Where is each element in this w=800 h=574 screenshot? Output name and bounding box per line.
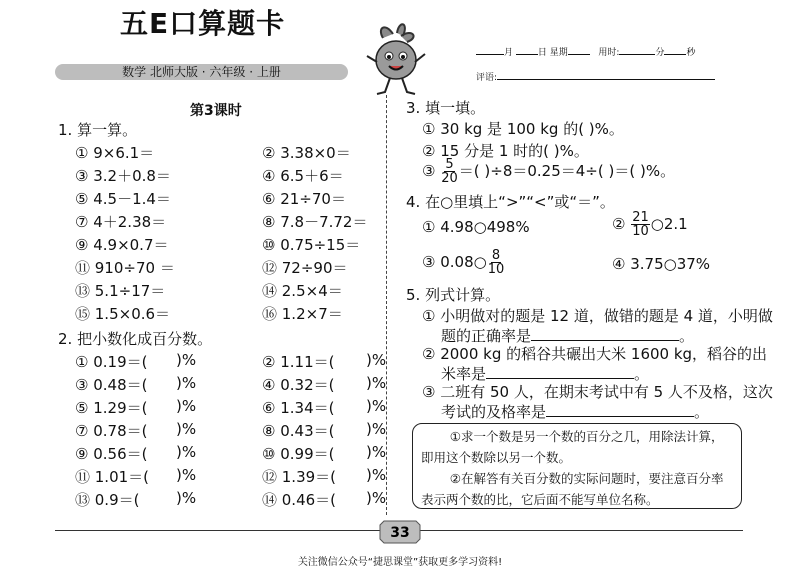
tip-paragraph: ②在解答有关百分数的实际问题时，要注意百分率表示两个数的比，它后面不能写单位名称。 <box>421 471 724 507</box>
brand-title: 五E口算题卡 <box>120 7 286 40</box>
percent-close: )% <box>176 420 197 438</box>
percent-close: )% <box>176 374 197 392</box>
compare-item: ④ 3.75○37% <box>612 255 711 273</box>
calc-item: ⑥ 21÷70＝ <box>262 190 346 208</box>
section-3-title: 3. 填一填。 <box>406 99 486 117</box>
page-number-badge <box>378 519 422 545</box>
section-4-title: 4. 在○里填上“>”“<”或“＝”。 <box>406 193 615 211</box>
fraction: $\frac{8}{10}$ <box>487 248 505 277</box>
percent-item: ⑪ 1.01＝( <box>75 468 150 486</box>
compare-item-fraction: ③ 0.08○ $\frac{8}{10}$ <box>422 248 505 277</box>
percent-close: )% <box>366 443 387 461</box>
comment-line: 评语: <box>476 70 715 83</box>
calc-item: ⑬ 5.1÷17＝ <box>75 282 166 300</box>
word-problem-answer: 米率是 。 <box>441 365 650 383</box>
percent-item: ④ 0.32＝( <box>262 376 335 394</box>
compare-item: ① 4.98○498% <box>422 218 530 236</box>
fill-item-fraction: ③ $\frac{5}{20}$ ＝( )÷8＝0.25＝4÷( )＝( )%。 <box>422 157 676 186</box>
word-problem: ② 2000 kg 的稻谷共碾出大米 1600 kg，稻谷的出 <box>422 345 768 363</box>
word-problem: ③ 二班有 50 人，在期末考试中有 5 人不及格，这次 <box>422 383 773 401</box>
percent-item: ⑧ 0.43＝( <box>262 422 335 440</box>
calc-item: ⑧ 7.8－7.72＝ <box>262 213 368 231</box>
date-line: 月 日 星期 用时: 分 秒 <box>476 45 695 58</box>
percent-item: ⑨ 0.56＝( <box>75 445 148 463</box>
calc-item: ⑤ 4.5－1.4＝ <box>75 190 171 208</box>
calc-item: ③ 3.2＋0.8＝ <box>75 167 171 185</box>
percent-item: ⑬ 0.9＝( <box>75 491 140 509</box>
subject-bar: 数学 北师大版 · 六年级 · 上册 <box>55 64 348 80</box>
word-problem-answer: 考试的及格率是 。 <box>441 403 710 421</box>
percent-item: ⑦ 0.78＝( <box>75 422 148 440</box>
percent-item: ⑫ 1.39＝( <box>262 468 337 486</box>
word-problem-answer: 题的正确率是 。 <box>441 327 695 345</box>
percent-item: ⑩ 0.99＝( <box>262 445 335 463</box>
percent-close: )% <box>366 420 387 438</box>
percent-close: )% <box>366 489 387 507</box>
column-divider <box>386 95 387 515</box>
calc-item: ⑮ 1.5×0.6＝ <box>75 305 171 323</box>
footer-text: 关注微信公众号“捷思课堂”获取更多学习资料! <box>297 557 503 568</box>
percent-item: ⑤ 1.29＝( <box>75 399 148 417</box>
word-problem: ① 小明做对的题是 12 道，做错的题是 4 道，小明做 <box>422 307 773 325</box>
section-1-title: 1. 算一算。 <box>58 121 138 139</box>
percent-close: )% <box>176 397 197 415</box>
calc-item: ⑦ 4＋2.38＝ <box>75 213 167 231</box>
calc-item: ① 9×6.1＝ <box>75 144 155 162</box>
percent-item: ⑭ 0.46＝( <box>262 491 337 509</box>
percent-close: )% <box>366 351 387 369</box>
fraction: $\frac{5}{20}$ <box>441 157 458 186</box>
calc-item: ⑭ 2.5×4＝ <box>262 282 343 300</box>
fill-item: ① 30 kg 是 100 kg 的( )%。 <box>422 120 624 138</box>
percent-item: ① 0.19＝( <box>75 353 148 371</box>
percent-close: )% <box>176 443 197 461</box>
calc-item: ⑩ 0.75÷15＝ <box>262 236 361 254</box>
calc-item: ⑪ 910÷70 ＝ <box>75 259 175 277</box>
percent-item: ⑥ 1.34＝( <box>262 399 335 417</box>
footer-rule <box>420 530 743 531</box>
footer-rule <box>55 530 380 531</box>
calc-item: ⑯ 1.2×7＝ <box>262 305 343 323</box>
page-number: 33 <box>390 525 410 541</box>
calc-item: ④ 6.5＋6＝ <box>262 167 344 185</box>
section-2-title: 2. 把小数化成百分数。 <box>58 330 213 348</box>
fraction: $\frac{21}{10}$ <box>632 210 649 239</box>
beet-mascot-icon <box>363 20 429 100</box>
fill-item: ② 15 分是 1 时的( )%。 <box>422 142 589 160</box>
percent-close: )% <box>366 397 387 415</box>
percent-close: )% <box>176 466 197 484</box>
percent-close: )% <box>366 466 387 484</box>
percent-item: ③ 0.48＝( <box>75 376 148 394</box>
tip-box <box>412 423 742 509</box>
lesson-title: 第3课时 <box>190 103 242 119</box>
calc-item: ⑫ 72÷90＝ <box>262 259 348 277</box>
compare-item-fraction: ② $\frac{21}{10}$ ○2.1 <box>612 210 688 239</box>
percent-close: )% <box>176 489 197 507</box>
calc-item: ② 3.38×0＝ <box>262 144 351 162</box>
percent-item: ② 1.11＝( <box>262 353 335 371</box>
percent-close: )% <box>176 351 197 369</box>
section-5-title: 5. 列式计算。 <box>406 286 501 304</box>
calc-item: ⑨ 4.9×0.7＝ <box>75 236 169 254</box>
tip-paragraph: ①求一个数是另一个数的百分之几，用除法计算，即用这个数除以另一个数。 <box>421 429 724 465</box>
percent-close: )% <box>366 374 387 392</box>
